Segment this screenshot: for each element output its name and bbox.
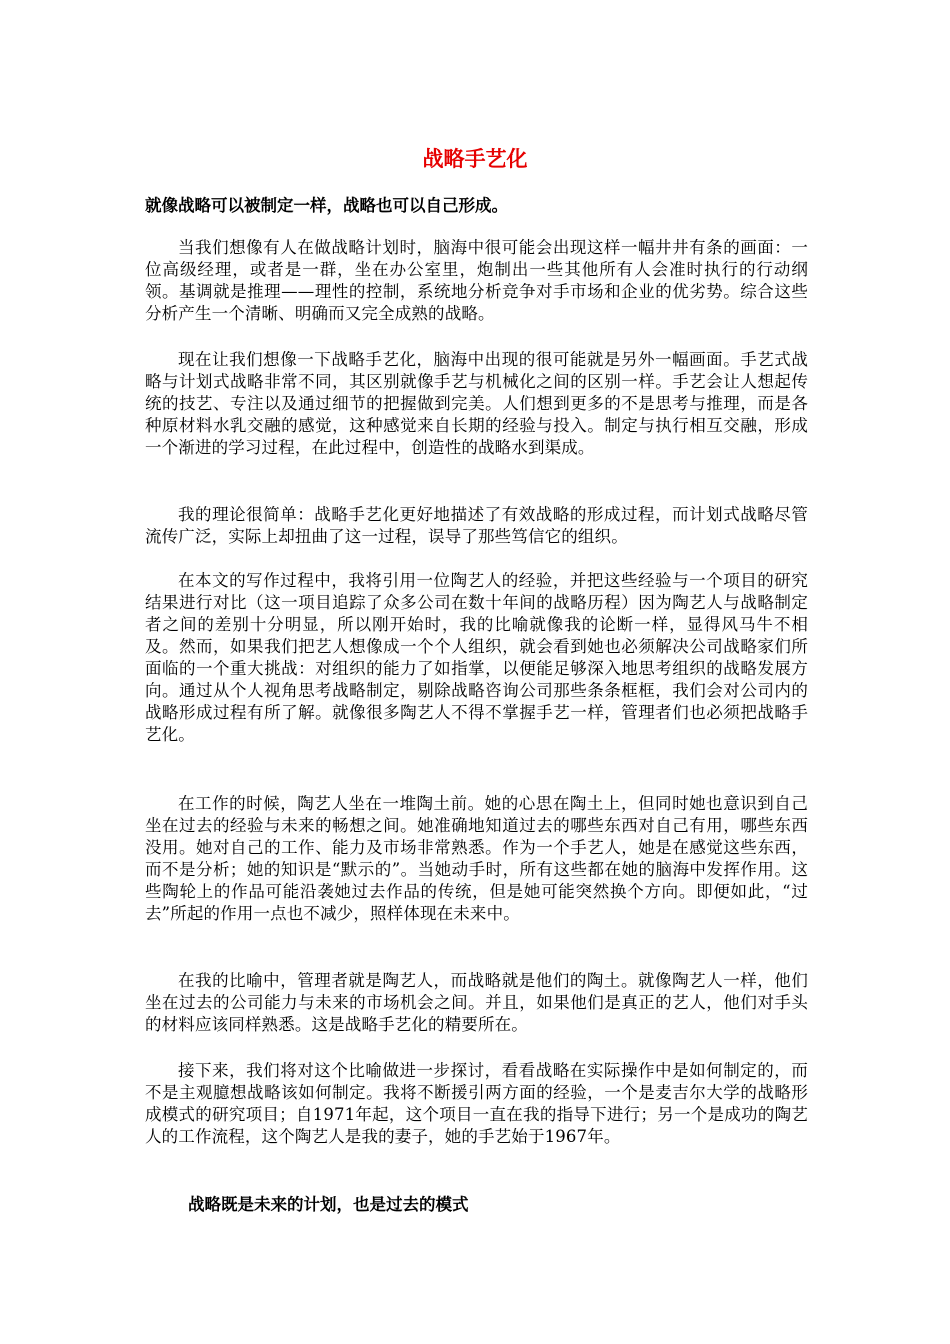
lead-sentence: 就像战略可以被制定一样，战略也可以自己形成。	[145, 196, 508, 215]
paragraph-3: 我的理论很简单：战略手艺化更好地描述了有效战略的形成过程，而计划式战略尽管流传广泛，实际上却扭曲了这一过程，误导了那些笃信它的组织。	[145, 505, 808, 546]
document-title: 战略手艺化	[422, 147, 528, 171]
paragraph-7: 接下来，我们将对这个比喻做进一步探讨，看看战略在实际操作中是如何制定的，而不是主观臆想战略该如何制定。我将不断援引两方面的经验，一个是麦吉尔大学的战略形成模式的研究项目；自1971年起，这个项目一直在我的指导下进行；另一个是成功的陶艺人的工作流程，这个陶艺人是我的妻子，她的手艺始于1967年。	[145, 1061, 808, 1146]
paragraph-5: 在工作的时候，陶艺人坐在一堆陶土前。她的心思在陶土上，但同时她也意识到自己坐在过去的经验与未来的畅想之间。她准确地知道过去的哪些东西对自己有用，哪些东西没用。她对自己的工作、能力及市场非常熟悉。作为一个手艺人，她是在感觉这些东西，而不是分析；她的知识是“默示的”。当她动手时，所有这些都在她的脑海中发挥作用。这些陶轮上的作品可能沿袭她过去作品的传统，但是她可能突然换个方向。即便如此，“过去”所起的作用一点也不减少，照样体现在未来中。	[145, 794, 808, 923]
paragraph-4: 在本文的写作过程中，我将引用一位陶艺人的经验，并把这些经验与一个项目的研究结果进行对比（这一项目追踪了众多公司在数十年间的战略历程）因为陶艺人与战略制定者之间的差别十分明显，所以刚开始时，我的比喻就像我的论断一样，显得风马牛不相及。然而，如果我们把艺人想像成一个个人组织，就会看到她也必须解决公司战略家们所面临的一个重大挑战：对组织的能力了如指掌，以便能足够深入地思考组织的战略发展方向。通过从个人视角思考战略制定，剔除战略咨询公司那些条条框框，我们会对公司内的战略形成过程有所了解。就像很多陶艺人不得不掌握手艺一样，管理者们也必须把战略手艺化。	[145, 571, 808, 744]
section-heading: 战略既是未来的计划，也是过去的模式	[188, 1195, 469, 1214]
paragraph-1: 当我们想像有人在做战略计划时，脑海中很可能会出现这样一幅井井有条的画面：一位高级经理，或者是一群，坐在办公室里，炮制出一些其他所有人会准时执行的行动纲领。基调就是推理——理性的控制，系统地分析竞争对手市场和企业的优劣势。综合这些分析产生一个清晰、明确而又完全成熟的战略。	[145, 238, 808, 323]
paragraph-6: 在我的比喻中，管理者就是陶艺人，而战略就是他们的陶土。就像陶艺人一样，他们坐在过去的公司能力与未来的市场机会之间。并且，如果他们是真正的艺人，他们对手头的材料应该同样熟悉。这是战略手艺化的精要所在。	[145, 971, 808, 1034]
paragraph-2: 现在让我们想像一下战略手艺化，脑海中出现的很可能就是另外一幅画面。手艺式战略与计划式战略非常不同，其区别就像手艺与机械化之间的区别一样。手艺会让人想起传统的技艺、专注以及通过细节的把握做到完美。人们想到更多的不是思考与推理，而是各种原材料水乳交融的感觉，这种感觉来自长期的经验与投入。制定与执行相互交融，形成一个渐进的学习过程，在此过程中，创造性的战略水到渠成。	[145, 350, 808, 457]
